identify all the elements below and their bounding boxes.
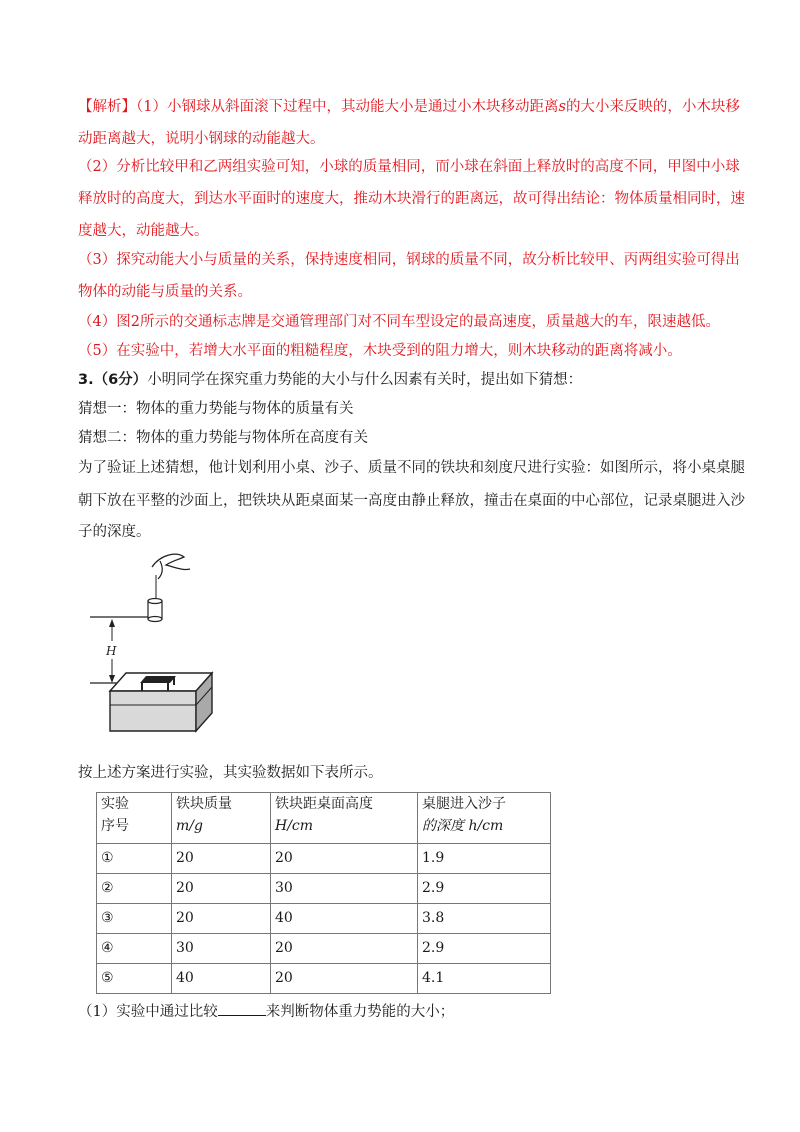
analysis-p2-line2: 释放时的高度大，到达水平面时的速度大，推动木块滑行的距离远，故可得出结论：物体质量相同时，速 — [78, 191, 745, 207]
cell-depth: 4.1 — [418, 964, 551, 994]
cell-height: 40 — [271, 904, 418, 934]
plan-line1: 为了验证上述猜想，他计划利用小桌、沙子、质量不同的铁块和刻度尺进行实验：如图所示，将小桌桌腿 — [78, 460, 745, 476]
cell-mass: 20 — [172, 844, 271, 874]
hand-icon — [152, 554, 190, 569]
cell-height: 20 — [271, 964, 418, 994]
header-cell: 铁块距桌面高度 H/cm — [271, 793, 418, 844]
analysis-p2-line3: 度越大，动能越大。 — [78, 223, 209, 239]
plan-line3: 子的深度。 — [78, 524, 151, 540]
cell-height: 20 — [271, 934, 418, 964]
guess-two: 猜想二：物体的重力势能与物体所在高度有关 — [78, 430, 368, 446]
cell-depth: 2.9 — [418, 874, 551, 904]
table-row — [97, 934, 551, 964]
cell-no: ⑤ — [97, 964, 172, 994]
experiment-figure — [80, 545, 230, 735]
sub-question-1 — [78, 1000, 454, 1022]
table-row — [97, 874, 551, 904]
cell-height: 20 — [271, 844, 418, 874]
cell-depth: 2.9 — [418, 934, 551, 964]
cell-height: 30 — [271, 874, 418, 904]
cell-depth: 1.9 — [418, 844, 551, 874]
analysis-p3-line2: 物体的动能与质量的关系。 — [78, 284, 252, 300]
cell-no: ③ — [97, 904, 172, 934]
question-stem: 小明同学在探究重力势能的大小与什么因素有关时，提出如下猜想： — [147, 372, 583, 388]
analysis-p1-text: （1）小钢球从斜面滚下过程中，其动能大小是通过小木块移动距离 — [136, 99, 559, 115]
header-cell: 铁块质量 m/g — [172, 793, 271, 844]
analysis-p2-line1: （2）分析比较甲和乙两组实验可知，小球的质量相同，而小球在斜面上释放时的高度不同，甲图中小球 — [78, 159, 740, 175]
answer-blank[interactable] — [218, 1000, 266, 1016]
guess-one: 猜想一：物体的重力势能与物体的质量有关 — [78, 401, 354, 417]
table-row — [97, 904, 551, 934]
cell-depth: 3.8 — [418, 904, 551, 934]
experiment-data-table — [96, 792, 551, 994]
table-row — [97, 964, 551, 994]
cell-no: ② — [97, 874, 172, 904]
analysis-label: 【解析】 — [78, 99, 136, 115]
cell-no: ① — [97, 844, 172, 874]
plan-line2: 朝下放在平整的沙面上，把铁块从距桌面某一高度由静止释放，撞击在桌面的中心部位，记录桌腿进入沙 — [78, 493, 745, 509]
sub1-post: 来判断物体重力势能的大小； — [265, 1004, 455, 1020]
table-header-row — [97, 793, 551, 844]
iron-block-icon — [148, 599, 162, 622]
cell-mass: 20 — [172, 904, 271, 934]
header-cell: 桌腿进入沙子 的深度 h/cm — [418, 793, 551, 844]
question-stem-line — [78, 370, 582, 390]
height-label: H — [106, 644, 117, 658]
analysis-p1-line2: 动距离越大，说明小钢球的动能越大。 — [78, 131, 325, 147]
analysis-p1-text-end: 的大小来反映的，小木块移 — [565, 99, 740, 115]
cell-no: ④ — [97, 934, 172, 964]
analysis-p3-line1: （3）探究动能大小与质量的关系，保持速度相同，钢球的质量不同，故分析比较甲、丙两组实验可得出 — [78, 252, 740, 268]
sub1-pre: （1）实验中通过比较 — [78, 1004, 218, 1020]
analysis-p1-line1 — [78, 97, 740, 117]
cell-mass: 40 — [172, 964, 271, 994]
cell-mass: 20 — [172, 874, 271, 904]
analysis-p1-var: s — [558, 99, 566, 115]
table-row — [97, 844, 551, 874]
analysis-p5-line1: （5）在实验中，若增大水平面的粗糙程度，木块受到的阻力增大，则木块移动的距离将减小。 — [78, 343, 682, 359]
table-intro: 按上述方案进行实验，其实验数据如下表所示。 — [78, 765, 383, 781]
analysis-p4-line1: （4）图2所示的交通标志牌是交通管理部门对不同车型设定的最高速度，质量越大的车，限速越低。 — [78, 314, 720, 330]
header-cell: 实验 序号 — [97, 793, 172, 844]
question-number: 3.（6分） — [78, 372, 148, 388]
cell-mass: 30 — [172, 934, 271, 964]
